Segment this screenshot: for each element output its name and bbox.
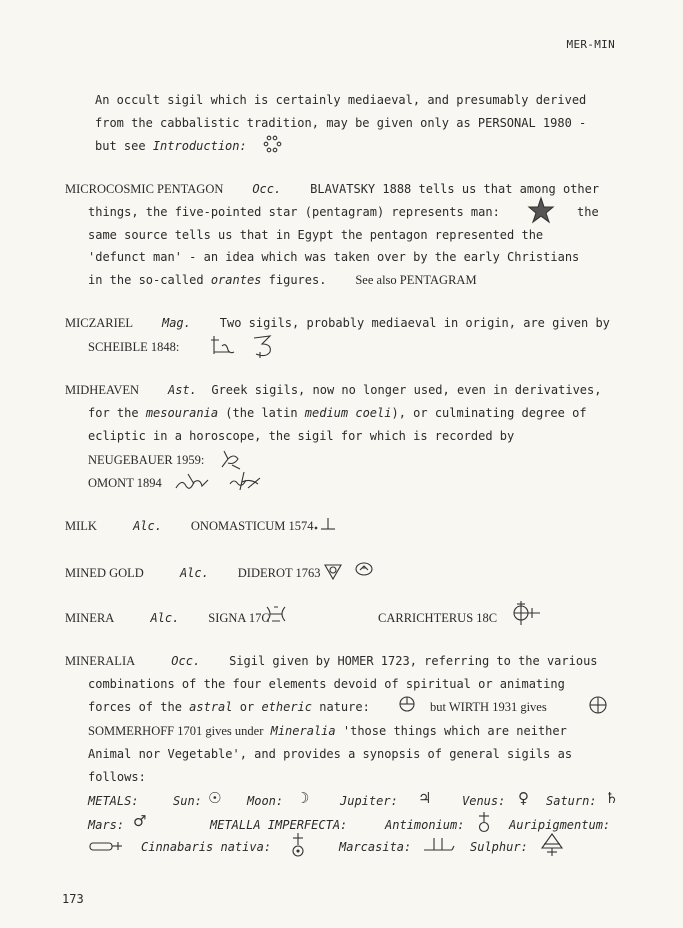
entry-text: figures. (268, 273, 327, 287)
entry-text: SOMMERHOFF 1701 gives under (88, 724, 264, 738)
entry-mineralia-line-3 (88, 700, 370, 714)
entry-microcosmic-line-2 (88, 205, 500, 219)
entry-category: Ast. (167, 383, 197, 397)
entry-miczariel-line-1 (65, 316, 610, 330)
mars-icon: ♂ (133, 812, 147, 830)
introduction-ref: Introduction: (152, 139, 247, 153)
entry-text: BLAVATSKY 1888 tells us that among other (310, 182, 600, 196)
entry-microcosmic-line-5 (88, 273, 477, 287)
homer-sigil-icon (398, 695, 418, 713)
entry-mineralia-line-6: follows: (88, 770, 146, 784)
entry-text-italic: medium coeli (304, 406, 392, 420)
entry-text: Two sigils, probably mediaeval in origin, are given by (219, 316, 610, 330)
entry-text: 'those things which are neither (342, 724, 567, 738)
entry-minera (65, 611, 270, 625)
entry-term: MIDHEAVEN (65, 383, 140, 397)
entry-mineralia-line-1 (65, 654, 598, 668)
carrichterus-sigil-icon (508, 600, 542, 626)
auripigmentum-icon (88, 838, 124, 854)
entry-text: forces of the (88, 700, 182, 714)
entry-mined-gold (65, 566, 321, 580)
wirth-sigil-icon (588, 695, 610, 715)
entry-term: MINERALIA (65, 654, 136, 668)
entry-text-italic: astral (189, 700, 233, 714)
entry-text: for the (88, 406, 139, 420)
antimonium-icon (476, 811, 492, 833)
signa-sigil-icon (264, 604, 290, 624)
label-saturn: Saturn: (546, 794, 597, 808)
label-sun: Sun: (173, 794, 202, 808)
entry-mineralia-line-3b: but WIRTH 1931 gives (430, 700, 547, 714)
label-metalla-imperfecta: METALLA IMPERFECTA: (210, 818, 348, 832)
entry-midheaven-line-1 (65, 383, 601, 397)
omont-sigils-icon (174, 468, 264, 494)
entry-midheaven-line-4: NEUGEBAUER 1959: (88, 453, 205, 467)
entry-minera-source-2: CARRICHTERUS 18C (378, 611, 498, 625)
intro-line-2: from the cabbalistic tradition, may be given only as PERSONAL 1980 - (95, 116, 587, 130)
entry-category: Mag. (161, 316, 191, 330)
entry-milk (65, 519, 313, 533)
entry-text: or (239, 700, 255, 714)
entry-text-italic: etheric (261, 700, 313, 714)
miczariel-sigils-icon (210, 330, 280, 358)
label-jupiter: Jupiter: (340, 794, 398, 808)
mined-gold-sigils-icon (322, 560, 378, 582)
running-head: MER-MIN (566, 38, 615, 51)
entry-mineralia-line-4 (88, 724, 567, 738)
entry-category: Occ. (252, 182, 282, 196)
label-moon: Moon: (247, 794, 284, 808)
intro-line-1: An occult sigil which is certainly mediaeval, and presumably derived (95, 93, 587, 107)
entry-text-italic: mesourania (145, 406, 219, 420)
entry-category: Alc. (179, 566, 209, 580)
see-also-ref: See also PENTAGRAM (355, 273, 477, 287)
label-venus: Venus: (462, 794, 506, 808)
entry-term: MICZARIEL (65, 316, 134, 330)
entry-text-italic: orantes (210, 273, 262, 287)
entry-microcosmic-line-2b: the (577, 205, 599, 219)
entry-source: DIDEROT 1763 (237, 566, 321, 580)
entry-text: in the so-called (88, 273, 204, 287)
entry-term: MICROCOSMIC PENTAGON (65, 182, 224, 196)
entry-term: MINERA (65, 611, 115, 625)
entry-microcosmic-line-3: same source tells us that in Egypt the pentagon represented the (88, 228, 544, 242)
entry-mineralia-line-2: combinations of the four elements devoid of spiritual or animating (88, 677, 565, 691)
label-metals: METALS: (88, 794, 139, 808)
intro-line-3 (95, 139, 247, 153)
label-mars: Mars: (88, 818, 125, 832)
entry-category: Occ. (171, 654, 201, 668)
entry-midheaven-line-5: OMONT 1894 (88, 476, 162, 490)
pentagram-icon (528, 197, 554, 223)
moon-icon: ☽ (296, 789, 310, 807)
entry-miczariel-line-2: SCHEIBLE 1848: (88, 340, 180, 354)
entry-source: ONOMASTICUM 1574 (190, 519, 314, 533)
entry-category: Alc. (150, 611, 180, 625)
entry-text: Greek sigils, now no longer used, even in derivatives, (211, 383, 602, 397)
sun-icon: ☉ (208, 789, 222, 807)
entry-category: Alc. (133, 519, 162, 533)
cinnabaris-icon (290, 832, 306, 858)
entry-midheaven-line-2 (88, 406, 587, 420)
intro-line-3-text: but see (95, 139, 146, 153)
label-antimonium: Antimonium: (385, 818, 465, 832)
entry-text: Sigil given by HOMER 1723, referring to the various (229, 654, 598, 668)
entry-text: (the latin (225, 406, 298, 420)
dotted-sigil-icon (262, 135, 286, 155)
entry-text: nature: (319, 700, 370, 714)
marcasita-icon (422, 834, 456, 854)
saturn-icon: ♄ (605, 789, 619, 807)
entry-microcosmic-line-1 (65, 182, 599, 196)
label-auripigmentum: Auripigmentum: (509, 818, 611, 832)
entry-midheaven-line-3: ecliptic in a horoscope, the sigil for which is recorded by (88, 429, 515, 443)
entry-text: ), or culminating degree of (391, 406, 587, 420)
milk-sigil-icon (313, 514, 337, 532)
entry-microcosmic-line-4: 'defunct man' - an idea which was taken over by the early Christians (88, 250, 580, 264)
jupiter-icon: ♃ (418, 789, 432, 807)
entry-term: MILK (65, 519, 97, 533)
entry-source: SIGNA 17C (208, 611, 270, 625)
entry-text: things, the five-pointed star (pentagram) represents man: (88, 205, 500, 219)
label-cinnabaris: Cinnabaris nativa: (141, 840, 272, 854)
label-marcasita: Marcasita: (339, 840, 412, 854)
page-number: 173 (62, 892, 84, 906)
sulphur-icon (540, 832, 564, 858)
entry-term: MINED GOLD (65, 566, 144, 580)
entry-text-italic: Mineralia (270, 724, 336, 738)
venus-icon: ♀ (518, 789, 529, 807)
label-sulphur: Sulphur: (470, 840, 528, 854)
entry-mineralia-line-5: Animal nor Vegetable', and provides a synopsis of general sigils as (88, 747, 573, 761)
